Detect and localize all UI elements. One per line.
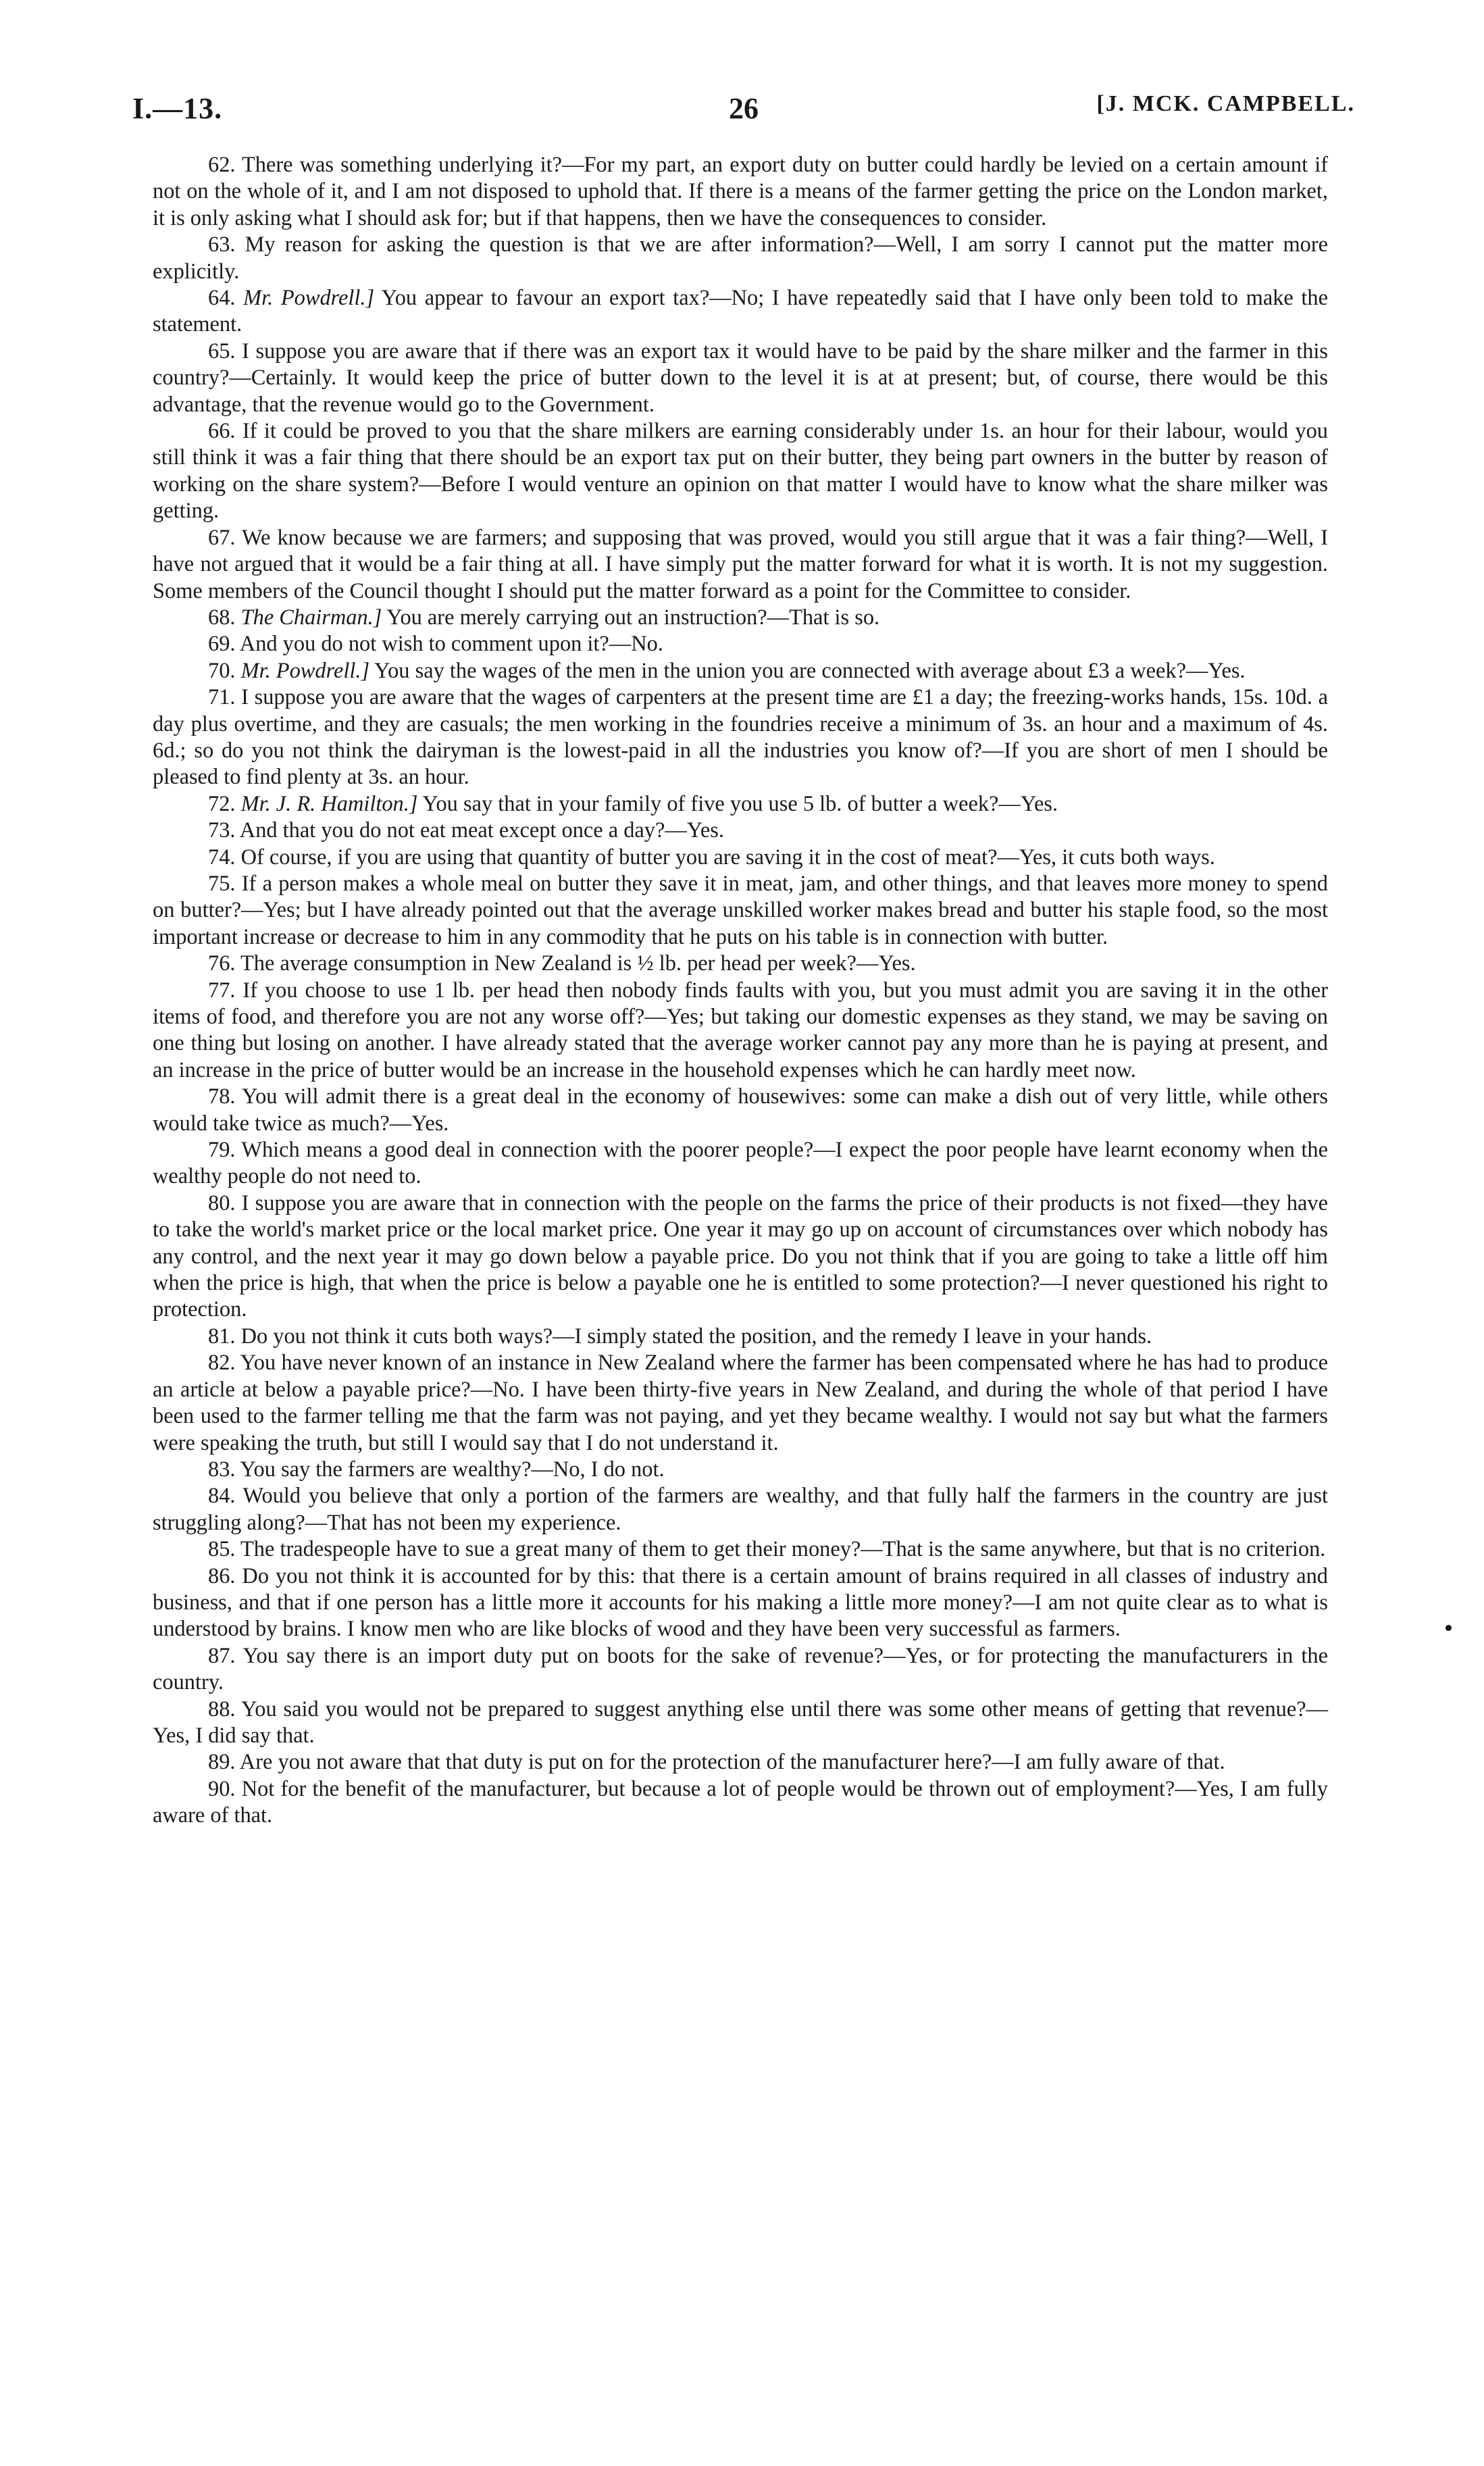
paragraph-88: 88. You said you would not be prepared to suggest anything else until there was some other means of getting that revenue?—Yes, I did say that. <box>153 1696 1328 1748</box>
paragraph-62: 62. There was something underlying it?—For my part, an export duty on butter could hardly be levied on a certain amount if not on the whole of it, and I am not disposed to uphold that. If there is a means of the farmer getting the price on the London market, it is only asking what I should ask for; but if that happens, then we have the consequences to consider. <box>153 153 1328 230</box>
paragraph-67: 67. We know because we are farmers; and supposing that was proved, would you still argue that it was a fair thing?—Well, I have not argued that it would be a fair thing at all. I have simply put the matter forward for what it is worth. It is not my suggestion. Some members of the Council thought I should put the matter forward as a point for the Committee to consider. <box>153 525 1328 603</box>
paragraph-72: 72. Mr. J. R. Hamilton.] You say that in your family of five you use 5 lb. of butter a week?—Yes. <box>208 791 1058 816</box>
paragraph-75: 75. If a person makes a whole meal on butter they save it in meat, jam, and other things, and that leaves more money to spend on butter?—Yes; but I have already pointed out that the average unskilled worker makes bread and butter his staple food, so the most important increase or decrease to him in any commodity that he puts on his table is in connection with butter. <box>153 871 1328 949</box>
page-header <box>132 91 1355 132</box>
paragraph-79: 79. Which means a good deal in connection with the poorer people?—I expect the poor people have learnt economy when the wealthy people do not need to. <box>153 1138 1328 1189</box>
margin-dot <box>1445 1625 1452 1631</box>
paragraph-90: 90. Not for the benefit of the manufacturer, but because a lot of people would be thrown out of employment?—Yes, I am fully aware of that. <box>153 1776 1328 1828</box>
paragraph-65: 65. I suppose you are aware that if there was an export tax it would have to be paid by the share milker and the farmer in this country?—Certainly. It would keep the price of butter down to the level it is at at present; but, of course, there would be this advantage, that the revenue would go to the Government. <box>153 338 1328 417</box>
paragraph-64: 64. Mr. Powdrell.] You appear to favour an export tax?—No; I have repeatedly said that I have only been told to make the statement. <box>153 286 1328 337</box>
paragraph-87: 87. You say there is an import duty put on boots for the sake of revenue?—Yes, or for protecting the manufacturers in the country. <box>153 1643 1328 1695</box>
witness-name: [J. MCK. CAMPBELL. <box>1096 91 1355 116</box>
paragraph-82: 82. You have never known of an instance in New Zealand where the farmer has been compensated where he has had to produce an article at below a payable price?—No. I have been thirty-five years in New Zealand, and during the whole of that period I have been used to the farmer telling me that the farm was not paying, and yet they became wealthy. I would not say but what the farmers were speaking the truth, but still I would say that I do not understand it. <box>153 1351 1328 1455</box>
paragraph-86: 86. Do you not think it is accounted for by this: that there is a certain amount of brains required in all classes of industry and business, and that if one person has a little more it accounts for his making a little more money?—I am not quite clear as to what is understood by brains. I know men who are like blocks of wood and they have been very successful as farmers. <box>153 1563 1328 1642</box>
paragraph-70: 70. Mr. Powdrell.] You say the wages of the men in the union you are connected with average about £3 a week?—Yes. <box>208 658 1246 683</box>
paragraph-78: 78. You will admit there is a great deal in the economy of housewives: some can make a dish out of very little, while others would take twice as much?—Yes. <box>153 1084 1328 1136</box>
paragraph-85: 85. The tradespeople have to sue a great many of them to get their money?—That is the same anywhere, but that is no criterion. <box>208 1537 1326 1562</box>
paragraph-69: 69. And you do not wish to comment upon it?—No. <box>208 632 663 657</box>
paragraph-84: 84. Would you believe that only a portion of the farmers are wealthy, and that fully half the farmers in the country are just struggling along?—That has not been my experience. <box>153 1484 1328 1535</box>
paragraph-73: 73. And that you do not eat meat except once a day?—Yes. <box>208 818 724 843</box>
paragraph-76: 76. The average consumption in New Zealand is ½ lb. per head per week?—Yes. <box>208 951 916 976</box>
paragraph-66: 66. If it could be proved to you that the share milkers are earning considerably under 1s. an hour for their labour, would you still think it was a fair thing that there should be an export tax put on their butter, they being part owners in the butter by reason of working on the share system?—Before I would venture an opinion on that matter I would have to know what the share milker was getting. <box>153 419 1328 524</box>
paragraph-81: 81. Do you not think it cuts both ways?—I simply stated the position, and the remedy I leave in your hands. <box>208 1324 1152 1349</box>
paragraph-89: 89. Are you not aware that that duty is put on for the protection of the manufacturer here?—I am fully aware of that. <box>208 1750 1225 1775</box>
paragraph-71: 71. I suppose you are aware that the wages of carpenters at the present time are £1 a day; the freezing-works hands, 15s. 10d. a day plus overtime, and they are casuals; the men working in the foundries receive a minimum of 3s. an hour and a maximum of 4s. 6d.; so do you not think the dairyman is the lowest-paid in all the industries you know of?—If you are short of men I should be pleased to find plenty at 3s. an hour. <box>153 685 1328 790</box>
speaker-label: Mr. J. R. Hamilton.] <box>240 791 418 816</box>
paragraph-74: 74. Of course, if you are using that quantity of butter you are saving it in the cost of meat?—Yes, it cuts both ways. <box>208 845 1215 870</box>
paragraph-63: 63. My reason for asking the question is that we are after information?—Well, I am sorry I cannot put the matter more explicitly. <box>153 232 1328 284</box>
document-reference: I.—13. <box>132 92 223 125</box>
testimony-body <box>153 152 1328 1830</box>
speaker-label: Mr. Powdrell.] <box>243 286 375 311</box>
paragraph-77: 77. If you choose to use 1 lb. per head then nobody finds faults with you, but you must admit you are saving it in the other items of food, and therefore you are not any worse off?—Yes; but taking our domestic expenses as they stand, we may be saving on one thing but losing on another. I have already stated that the average worker cannot pay any more than he is paying at present, and an increase in the price of butter would be an increase in the household expenses which he can hardly meet now. <box>153 978 1328 1082</box>
paragraph-83: 83. You say the farmers are wealthy?—No, I do not. <box>208 1457 665 1482</box>
paragraph-68: 68. The Chairman.] You are merely carrying out an instruction?—That is so. <box>208 605 880 630</box>
speaker-label: Mr. Powdrell.] <box>240 658 370 683</box>
speaker-label: The Chairman.] <box>240 605 382 630</box>
paragraph-80: 80. I suppose you are aware that in connection with the people on the farms the price of their products is not fixed—they have to take the world's market price or the local market price. One year it may go up on account of circumstances over which nobody has any control, and the next year it may go down below a payable price. Do you not think that if you are going to take a little off him when the price is high, that when the price is below a payable one he is entitled to some protection?—I never questioned his right to protection. <box>153 1190 1328 1322</box>
page-number: 26 <box>729 92 759 125</box>
